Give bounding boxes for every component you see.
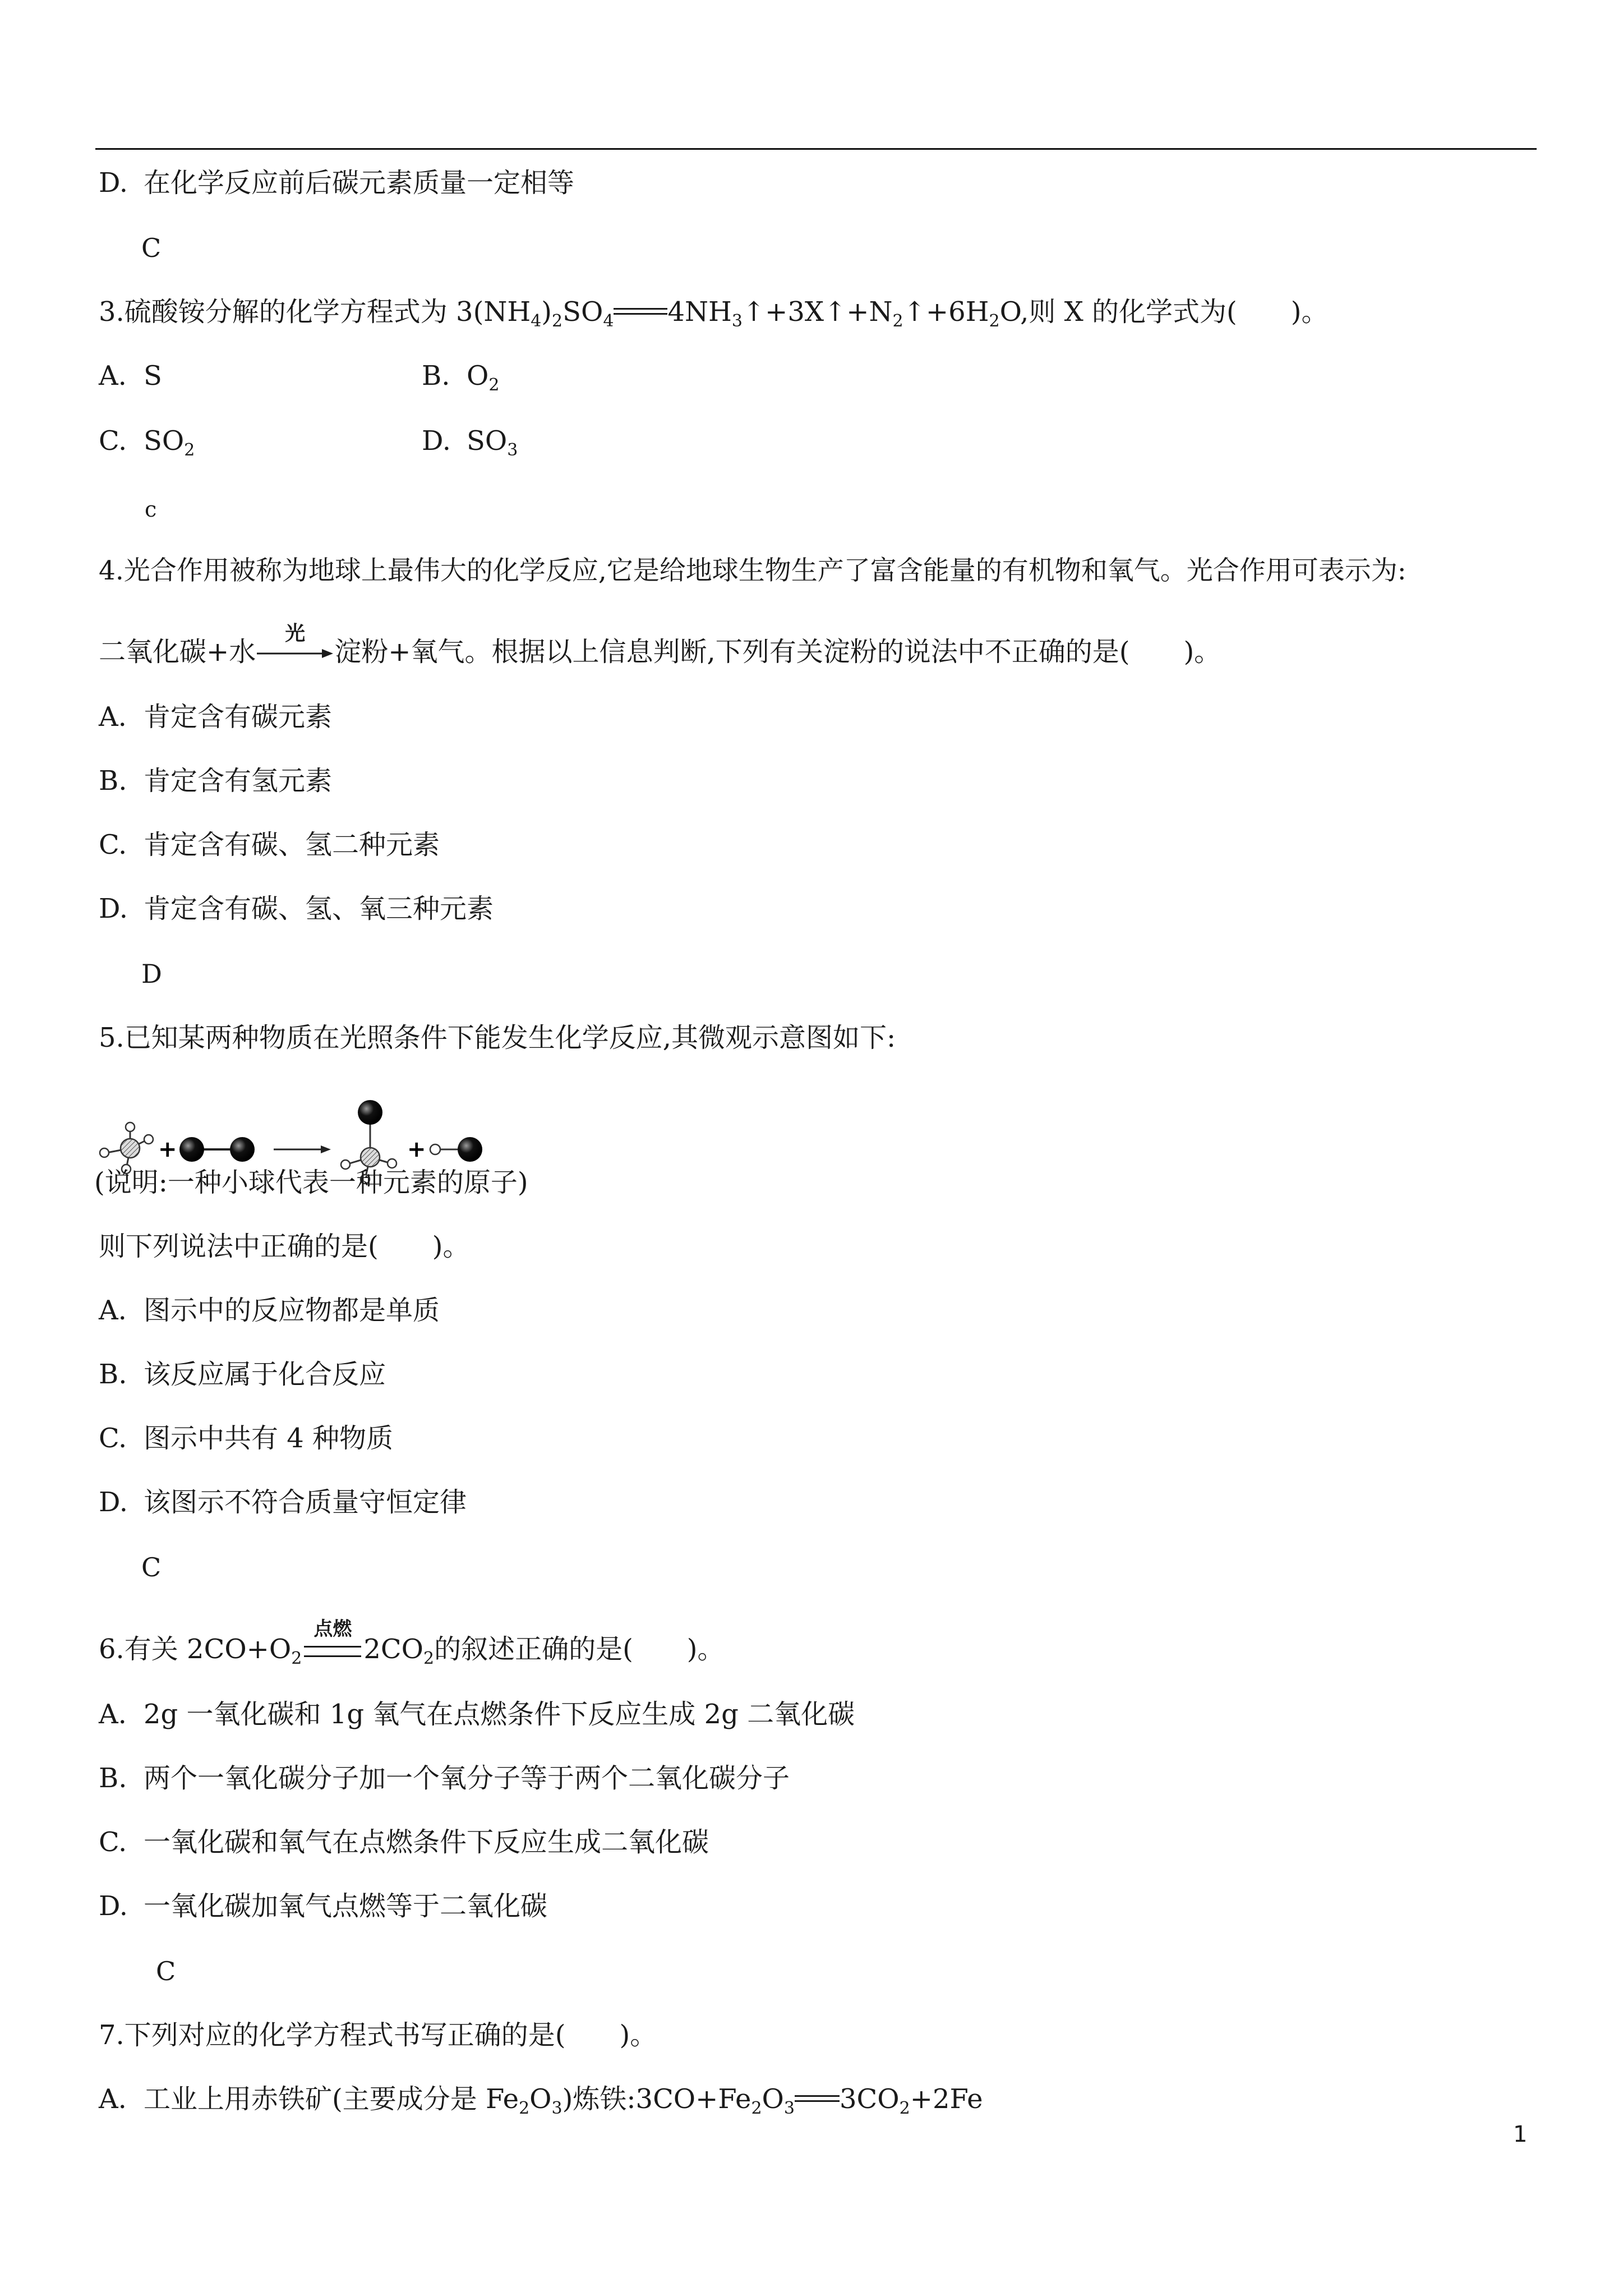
q6-option-d: D. 一氧化碳加氧气点燃等于二氧化碳 — [99, 1890, 548, 1922]
q5-note: (说明:一种小球代表一种元素的原子) — [94, 1167, 528, 1198]
reaction-arrow: 光 — [256, 643, 334, 665]
q6-option-b: B. 两个一氧化碳分子加一个氧分子等于两个二氧化碳分子 — [99, 1763, 790, 1794]
q2-option-d: D. 在化学反应前后碳元素质量一定相等 — [99, 167, 575, 199]
q5-option-d: D. 该图示不符合质量守恒定律 — [99, 1487, 467, 1518]
q3-option-a: A. S — [99, 360, 162, 392]
q5-option-b: B. 该反应属于化合反应 — [99, 1359, 386, 1390]
q6-answer: C — [156, 1956, 176, 1986]
equals-sign — [795, 2093, 840, 2105]
q5-ask: 则下列说法中正确的是( )。 — [99, 1231, 470, 1262]
q3-stem: 3.硫酸铵分解的化学方程式为 $3(NH_4)_2SO_4$ $4NH_3↑+3X↑+N_2↑+6H_2O$,则 X 的化学式为( )。 — [99, 296, 1329, 331]
header-rule — [95, 148, 1537, 150]
q6-stem: 6.有关 $2CO+O_2$ 点燃 $2CO_2$的叙述正确的是( )。 — [99, 1617, 725, 1668]
q4-option-d: D. 肯定含有碳、氢、氧三种元素 — [99, 893, 494, 924]
q6-option-c: C. 一氧化碳和氧气在点燃条件下反应生成二氧化碳 — [99, 1826, 709, 1858]
condition-equals-sign: 点燃 — [302, 1640, 363, 1663]
q3-option-b: B. $O_2$ — [422, 360, 500, 395]
white-black-molecule — [430, 1137, 482, 1162]
q3-option-d: D. $SO_3$ — [422, 425, 518, 460]
q7-stem: 7.下列对应的化学方程式书写正确的是( )。 — [99, 2019, 657, 2051]
equals-sign — [614, 306, 667, 318]
q4-option-a: A. 肯定含有碳元素 — [99, 701, 333, 733]
plus-sign-2: + — [407, 1137, 426, 1162]
q3-option-c: C. $SO_2$ — [99, 425, 195, 460]
q5-option-a: A. 图示中的反应物都是单质 — [99, 1295, 440, 1326]
diatomic-black-molecule — [179, 1137, 255, 1162]
q4-stem-2: 二氧化碳+水 光 淀粉+氧气。根据以上信息判断,下列有关淀粉的说法中不正确的是( )。 — [99, 622, 1221, 668]
q7-option-a: A. 工业上用赤铁矿(主要成分是 $Fe_2O_3$)炼铁$:3CO+Fe_2O_3$ $3CO_2+2Fe$ — [99, 2083, 983, 2118]
plus-sign-1: + — [158, 1137, 177, 1162]
q5-stem: 5.已知某两种物质在光照条件下能发生化学反应,其微观示意图如下: — [99, 1022, 896, 1053]
q3-answer: c — [145, 497, 157, 522]
q4-stem-1: 4.光合作用被称为地球上最伟大的化学反应,它是给地球生物生产了富含能量的有机物和氧气。光合作用可表示为: — [99, 555, 1407, 586]
q5-answer: C — [141, 1552, 162, 1582]
reaction-arrow-diagram — [274, 1145, 331, 1153]
q4-answer: D — [141, 959, 162, 989]
q4-option-c: C. 肯定含有碳、氢二种元素 — [99, 829, 440, 861]
q2-answer: C — [141, 233, 162, 263]
q5-option-c: C. 图示中共有 4 种物质 — [99, 1423, 394, 1454]
page-number: 1 — [1513, 2122, 1528, 2147]
q4-option-b: B. 肯定含有氢元素 — [99, 765, 333, 797]
q6-option-a: A. 2g 一氧化碳和 1g 氧气在点燃条件下反应生成 2g 二氧化碳 — [99, 1699, 855, 1730]
